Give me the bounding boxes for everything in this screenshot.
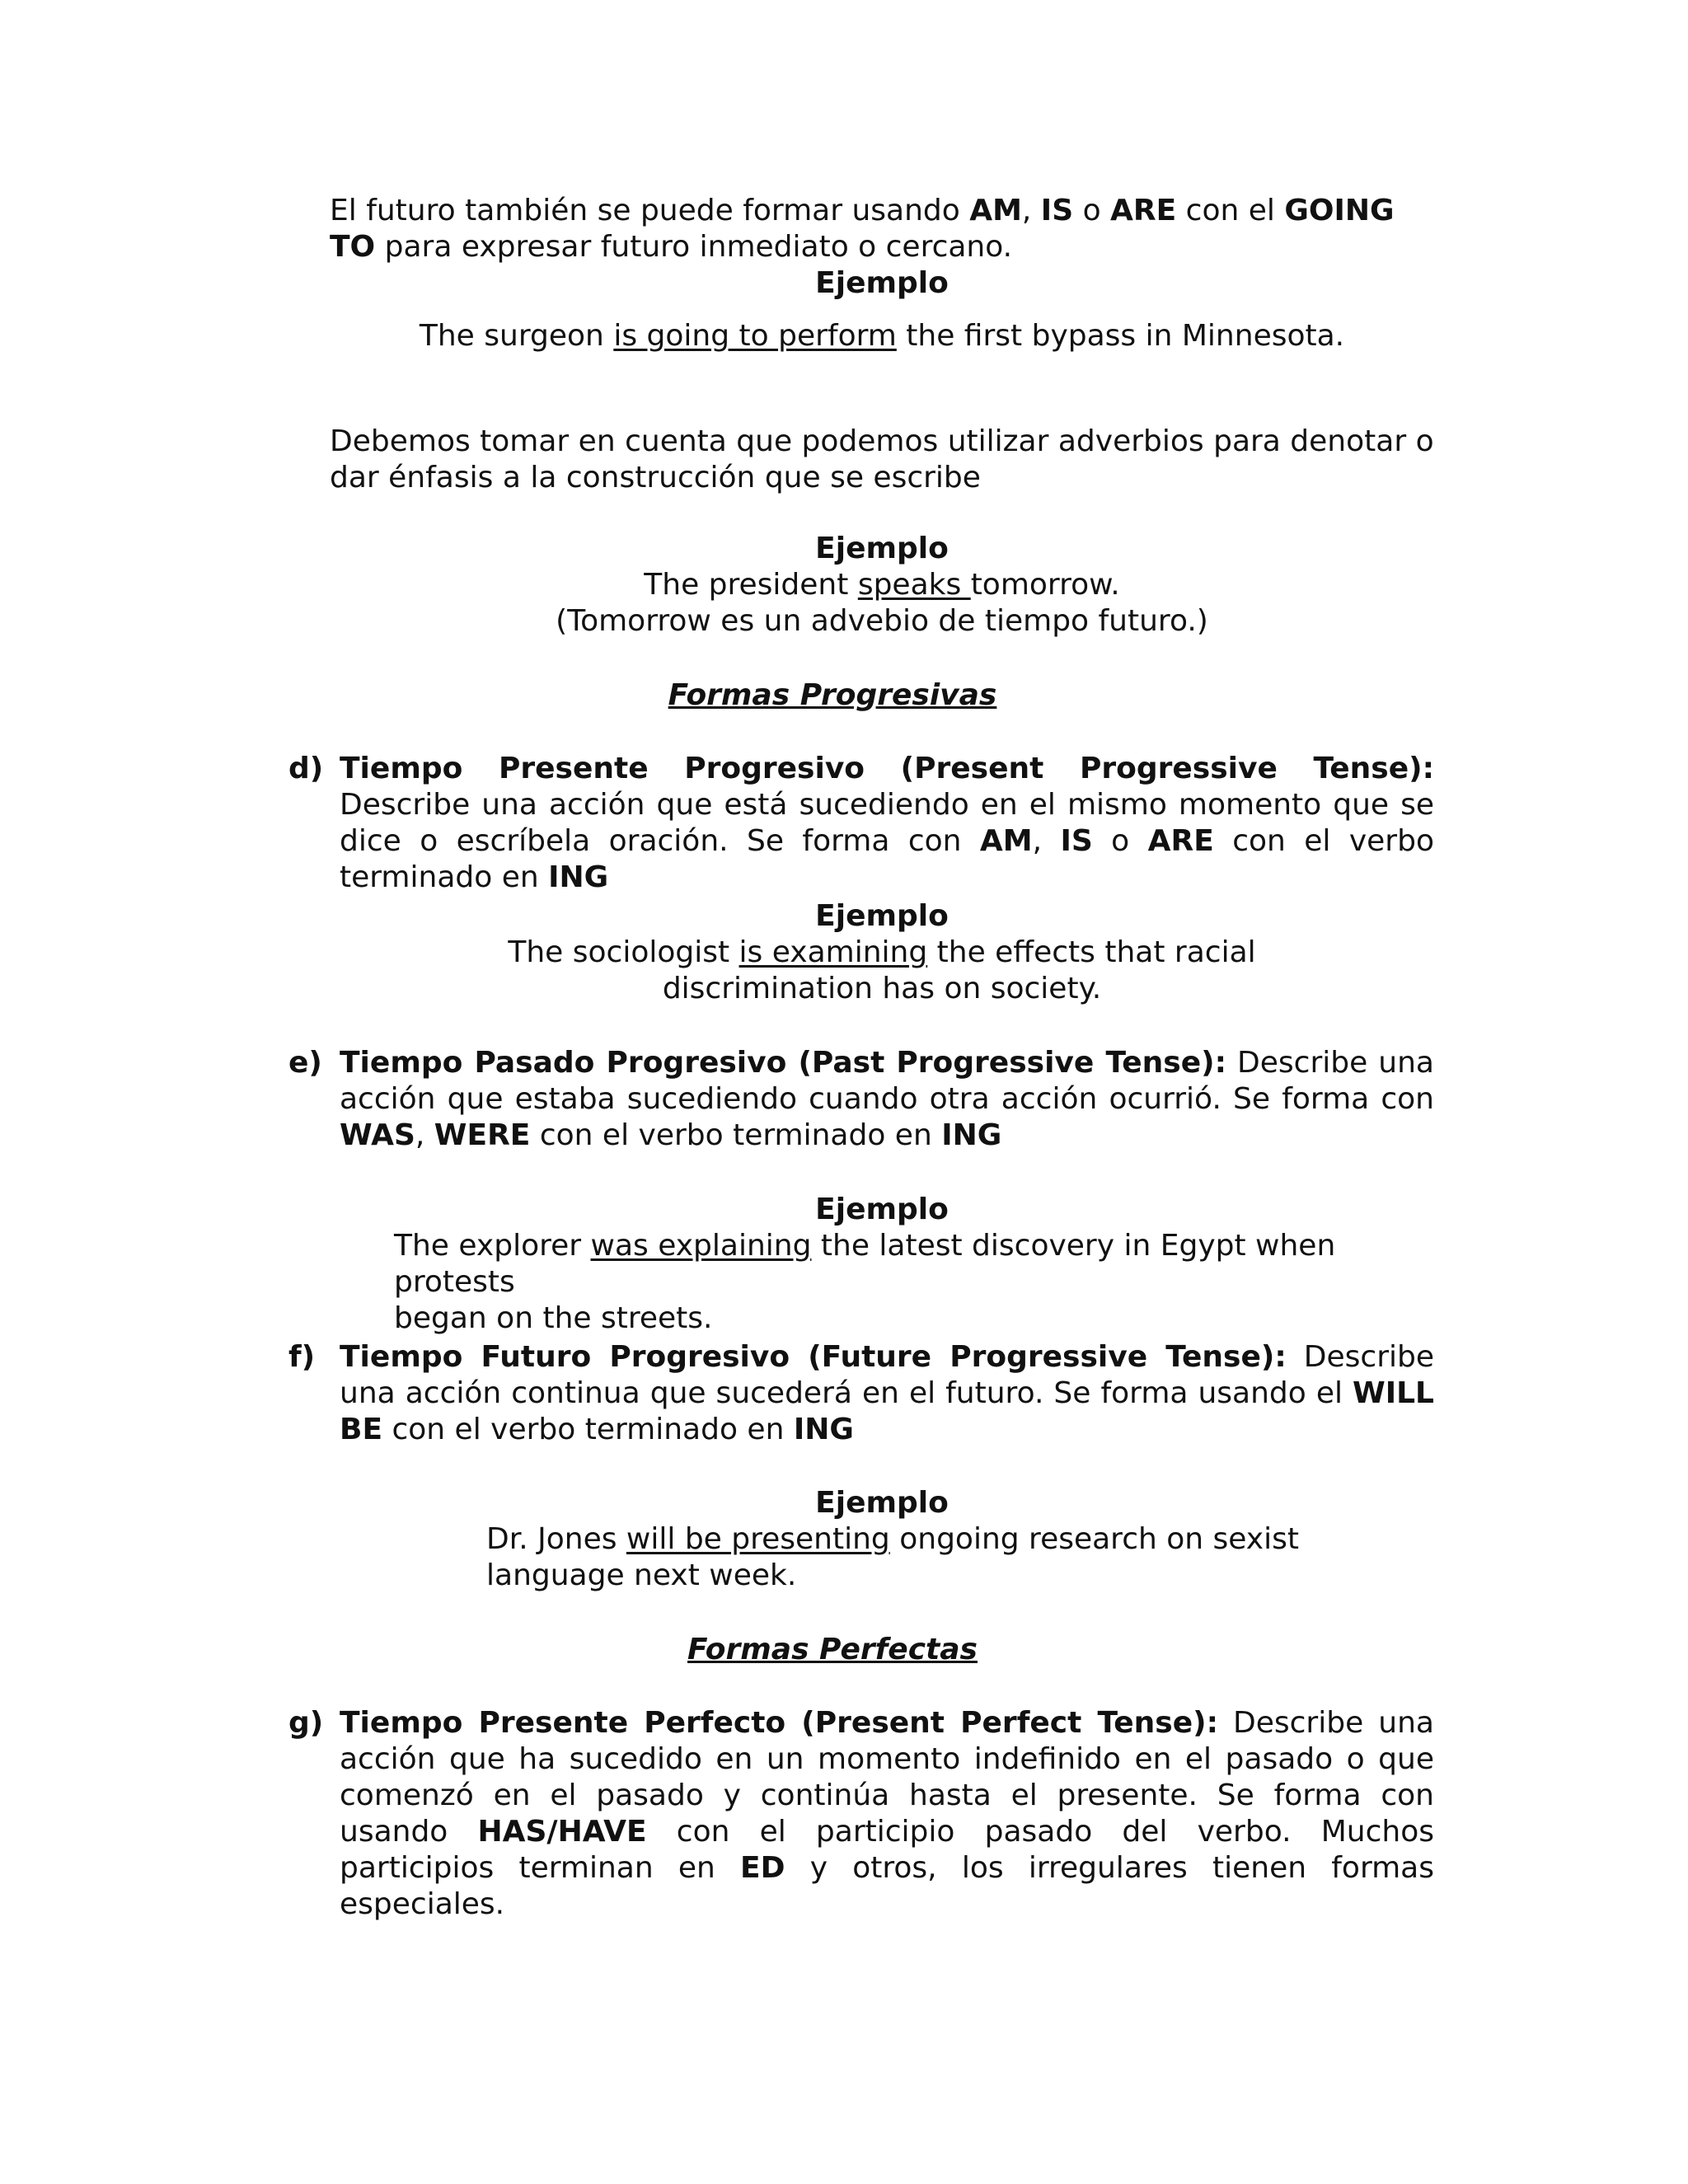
going-to-paragraph: El futuro también se puede formar usando AM, IS o ARE con el GOING TO para expresar futuro inmediato o cercano. <box>330 194 1395 264</box>
item-letter: d) <box>288 752 324 785</box>
item-f-future-progressive: f) Tiempo Futuro Progresivo (Future Progressive Tense): Describe una acción continua que sucederá en el futuro. Se forma usando el WILL BE con el verbo terminado en ING <box>288 1340 1434 1446</box>
heading-perfect-forms: Formas Perfectas <box>687 1633 978 1666</box>
item-e-past-progressive: e) Tiempo Pasado Progresivo (Past Progressive Tense): Describe una acción que estaba sucediendo cuando otra acción ocurrió. Se forma con WAS, WERE con el verbo terminado en ING <box>288 1046 1434 1152</box>
adverb-paragraph: Debemos tomar en cuenta que podemos utilizar adverbios para denotar o dar énfasis a la construcción que se escribe <box>330 424 1434 494</box>
item-title: Tiempo Pasado Progresivo (Past Progressive Tense): <box>340 1046 1226 1080</box>
example-going-to <box>330 265 1434 354</box>
heading-progressive-forms: Formas Progresivas <box>668 678 997 712</box>
example-title: Ejemplo <box>815 1193 949 1226</box>
example-sentence-line2: language next week. <box>486 1558 797 1592</box>
example-adverb <box>330 531 1434 640</box>
example-title: Ejemplo <box>815 899 949 933</box>
example-f <box>486 1485 1434 1594</box>
item-letter: g) <box>288 1706 324 1740</box>
item-title: Tiempo Presente Progresivo (Present Progressive Tense): <box>340 752 1434 785</box>
example-sentence: The president speaks tomorrow. <box>644 568 1120 602</box>
item-letter: e) <box>288 1046 322 1080</box>
item-g-present-perfect: g) Tiempo Presente Perfecto (Present Perfect Tense): Describe una acción que ha sucedido en un momento indefinido en el pasado o que comenzó en el pasado y continúa hasta el presente. Se forma con usando HAS/HAVE con el participio pasado del verbo. Muchos participios terminan en ED y otros, los irregulares tienen formas especiales. <box>288 1706 1434 1921</box>
example-title: Ejemplo <box>815 266 949 300</box>
item-title: Tiempo Presente Perfecto (Present Perfect Tense): <box>340 1706 1218 1740</box>
example-sentence-line2: began on the streets. <box>394 1301 713 1335</box>
example-sentence: The sociologist is examining the effects that racial <box>508 935 1256 969</box>
example-sentence: The explorer was explaining the latest discovery in Egypt when protests <box>394 1229 1336 1299</box>
example-sentence: The surgeon is going to perform the first bypass in Minnesota. <box>419 319 1345 353</box>
item-title: Tiempo Futuro Progresivo (Future Progressive Tense): <box>340 1340 1287 1374</box>
example-e <box>394 1192 1432 1337</box>
example-note: (Tomorrow es un advebio de tiempo futuro.) <box>556 604 1208 638</box>
item-letter: f) <box>288 1340 316 1374</box>
example-d <box>330 898 1434 1007</box>
item-d-present-progressive: d) Tiempo Presente Progresivo (Present Progressive Tense): Describe una acción que está sucediendo en el mismo momento que se dice o escríbela oración. Se forma con AM, IS o ARE con el verbo terminado en ING <box>288 752 1434 894</box>
example-sentence-line2: discrimination has on society. <box>662 972 1102 1005</box>
example-sentence: Dr. Jones will be presenting ongoing research on sexist <box>486 1522 1299 1556</box>
example-title: Ejemplo <box>815 532 949 565</box>
example-title: Ejemplo <box>815 1486 949 1520</box>
